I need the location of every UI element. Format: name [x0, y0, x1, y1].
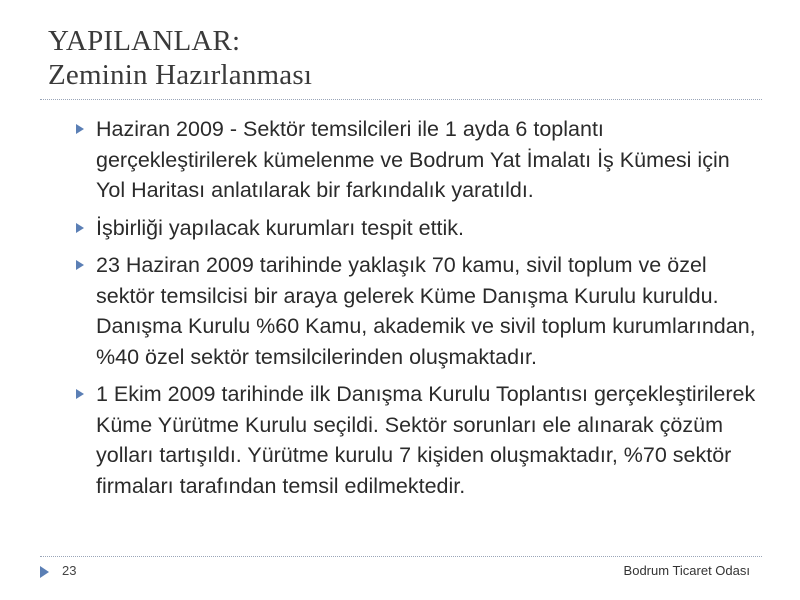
bullet-text: Haziran 2009 - Sektör temsilcileri ile 1 ayda 6 toplantı gerçekleştirilerek kümelenme ve Bodrum Yat İmalatı İş Kümesi için Yol Haritası anlatılarak bir farkındalık yaratıldı. — [96, 117, 730, 202]
bullet-text: 1 Ekim 2009 tarihinde ilk Danışma Kurulu Toplantısı gerçekleştirilerek Küme Yürütme Kurulu seçildi. Sektör sorunları ele alınarak çözüm yolları tartışıldı. Yürütme kurulu 7 kişiden oluşmaktadır, %70 sektör firmaları tarafından temsil edilmektedir. — [96, 382, 756, 498]
footer-divider — [40, 556, 762, 557]
footer-organization: Bodrum Ticaret Odası — [623, 563, 750, 578]
page-number: 23 — [62, 563, 77, 578]
slide-title-line-2: Zeminin Hazırlanması — [48, 59, 313, 91]
bullet-text: 23 Haziran 2009 tarihinde yaklaşık 70 kamu, sivil toplum ve özel sektör temsilcisi bir araya gelerek Küme Danışma Kurulu kuruldu. Danışma Kurulu %60 Kamu, akademik ve sivil toplum kurumlarından, %40 özel sektör temsilcilerinden oluşmaktadır. — [96, 253, 756, 369]
bullet-item — [76, 379, 762, 501]
bullet-triangle-icon — [76, 124, 84, 134]
bullet-text: İşbirliği yapılacak kurumları tespit ettik. — [96, 215, 465, 240]
bullet-list — [76, 114, 762, 590]
bullet-item — [76, 114, 762, 206]
bullet-item — [76, 250, 762, 372]
bullet-item — [76, 213, 762, 244]
bullet-triangle-icon — [76, 389, 84, 399]
title-divider — [40, 99, 762, 100]
slide-title-line-1: YAPILANLAR: — [48, 25, 241, 57]
bullet-triangle-icon — [76, 260, 84, 270]
slide-title — [48, 24, 748, 92]
bullet-triangle-icon — [76, 223, 84, 233]
footer-triangle-icon — [40, 566, 49, 578]
